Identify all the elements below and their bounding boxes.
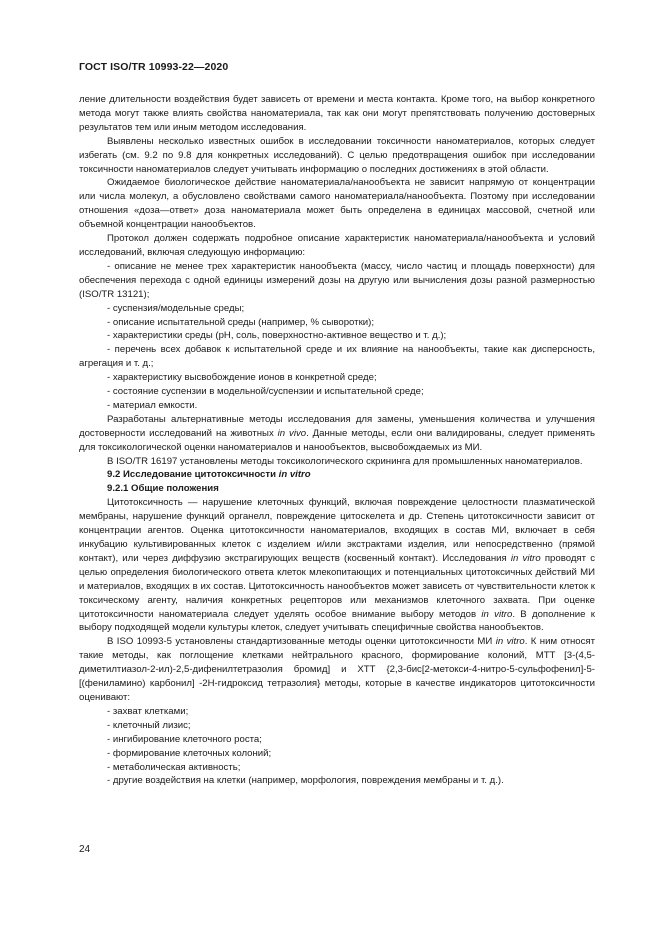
paragraph-screening: В ISO/TR 16197 установлены методы токсикологического скрининга для промышленных наноматериалов. (107, 455, 583, 467)
document-body (79, 93, 595, 788)
paragraph-cytotoxicity: Цитотоксичность — нарушение клеточных функций, включая повреждение целостности плазматической мембраны, нарушение функций органелл, повреждение цитоскелета и др. Степень цитотоксичности зависит от концентрации агентов. Оценка цитотоксичности наноматериалов, входящих в состав МИ, включает в себя инкубацию культивированных клеток с изделием и/или экстрактами изделия, или непосредственно (прямой контакт), или через диффузию экстрагирующих веществ (косвенный контакт). Исследования in vitro проводят с целью определения биологического ответа клеток млекопитающих и потенциальных цитотоксичных действий МИ и материалов, входящих в их состав. Цитотоксичность нанообъектов может зависеть от чувствительности клеток к токсическому агенту, наличия конкретных рецепторов или механизмов клеточного захвата. При оценке цитотоксичности наноматериала следует уделять особое внимание выбору методов in vitro. В дополнение к выбору подходящей модели культуры клеток, следует учитывать специфичные свойства нанообъектов. (79, 497, 595, 634)
document-header: ГОСТ ISO/TR 10993-22—2020 (79, 61, 229, 73)
dash-bullet: - (107, 372, 113, 384)
section-heading-9-2-1: 9.2.1 Общие положения (107, 483, 219, 495)
list-item: - состояние суспензии в модельной/суспензии и испытательной среде; (107, 386, 424, 398)
dash-bullet: - (107, 775, 113, 787)
dash-bullet: - (107, 260, 115, 272)
paragraph-protocol: Протокол должен содержать подробное описание характеристик наноматериала/нанообъекта и условий исследований, включая следующую информацию: (79, 233, 595, 258)
list-item: - другие воздействия на клетки (например, морфология, повреждения мембраны и т. д.). (107, 775, 504, 787)
list-item: - описание испытательной среды (например, % сыворотки); (107, 316, 374, 328)
dash-bullet: - (107, 733, 113, 745)
dash-bullet: - (107, 386, 113, 398)
paragraph-continuation: ление длительности воздействия будет зависеть от времени и места контакта. Кроме того, на выбор конкретного метода могут также влиять свойства наноматериала, так как они могут препятствовать получению достоверных результатов тем или иным методом исследования. (79, 94, 595, 133)
list-item: - характеристику высвобождение ионов в конкретной среде; (107, 372, 377, 384)
list-item: - ингибирование клеточного роста; (107, 733, 262, 745)
dash-bullet: - (107, 316, 113, 328)
list-item: - формирование клеточных колоний; (107, 747, 272, 759)
list-item: - метаболическая активность; (107, 761, 241, 773)
paragraph-iso-methods: В ISO 10993-5 установлены стандартизованные методы оценки цитотоксичности МИ in vitro. К ним относят такие методы, как поглощение клетками нейтрального красного, формирование колоний, МТТ [3-(4,5-диметилтиазол-2-ил)-2,5-дифенилтетразолия бромид] и ХТТ {2,3-бис[2-метокси-4-нитро-5-сульфофенил]-5-[(фениламино) карбонил] -2Н-гидроксид тетразолия} методы, которые в качестве индикаторов цитотоксичности оценивают: (79, 636, 595, 703)
dash-bullet: - (107, 344, 115, 356)
paragraph-errors: Выявлены несколько известных ошибок в исследовании токсичности наноматериалов, которых следует избегать (см. 9.2 по 9.8 для конкретных исследований). С целью предотвращения ошибок при исследовании токсичности наноматериалов следует учитывать информацию о последних достижениях в этой области. (79, 135, 595, 175)
dash-bullet: - (107, 302, 113, 314)
dash-bullet: - (107, 399, 113, 411)
list-item: - перечень всех добавок к испытательной среде и их влияние на нанообъекты, такие как дисперсность, агрегация и т. д.; (79, 344, 595, 370)
dash-bullet: - (107, 705, 113, 717)
list-item: - материал емкости. (107, 399, 198, 411)
page-number: 24 (79, 844, 91, 855)
list-item: - характеристики среды (pH, соль, поверхностно-активное вещество и т. д.); (107, 330, 447, 342)
paragraph-alternative-methods: Разработаны альтернативные методы исследования для замены, уменьшения количества и улучшения достоверности исследований на животных in vivo. Данные методы, если они валидированы, следует применять для токсикологической оценки наноматериалов и нанообъектов, высвобождаемых из МИ. (79, 413, 595, 453)
list-item: - клеточный лизис; (107, 719, 191, 731)
paragraph-dose-response: Ожидаемое биологическое действие наноматериала/нанообъекта не зависит напрямую от концентрации или числа молекул, а обусловлено свойствами самого наноматериала/нанообъекта. Поэтому при исследовании отношения «доза—ответ» доза наноматериала может быть определена в единицах массовой, счетной или объемной концентрации нанообъектов. (79, 177, 595, 231)
list-item: - захват клетками; (107, 705, 189, 717)
section-heading-9-2: 9.2 Исследование цитотоксичности in vitro (107, 469, 311, 481)
dash-bullet: - (107, 747, 113, 759)
dash-bullet: - (107, 330, 113, 342)
list-item: - суспензия/модельные среды; (107, 302, 245, 314)
dash-bullet: - (107, 761, 113, 773)
dash-bullet: - (107, 719, 113, 731)
list-item: - описание не менее трех характеристик нанообъекта (массу, число частиц и площадь поверхности) для обеспечения перехода с одной единицы измерений дозы на другую или вычисления дозы разной размерностью (ISO/TR 13121); (79, 260, 595, 300)
